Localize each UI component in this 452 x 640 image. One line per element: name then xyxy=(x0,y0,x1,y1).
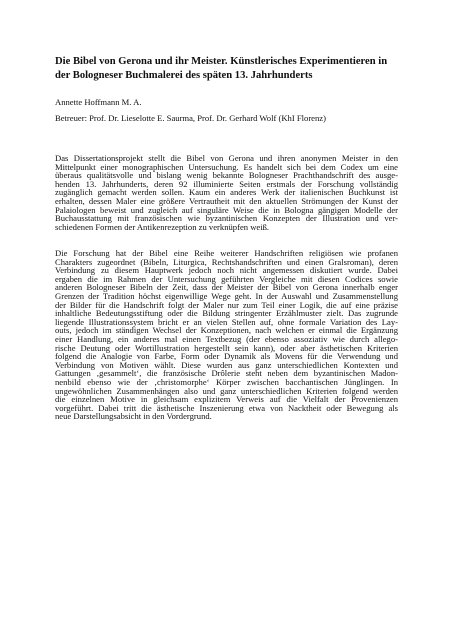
paragraph-line: rische Deutung oder Wortillustration hergestellt sein kann), oder aber ästhetischen Kriterien xyxy=(55,342,398,353)
paragraph-line: ergaben die im Rahmen der Untersuchung geführten Vergleiche mit diesen Codices sowie xyxy=(55,273,398,284)
paragraph-line: die einzelnen Motive in gleichsam explizitem Verweis auf die Vielfalt der Provenienzen xyxy=(55,394,398,405)
paragraph-line: der Bilder für die Handschrift folgt der Maler nur zum Teil einer Logik, die auf eine präzise xyxy=(55,299,398,310)
paragraph-line: erhalten, dessen Maler eine größere Vertrautheit mit den aktuellen Strömungen der Kunst der xyxy=(55,195,398,206)
paragraph-line: ungewöhnlichen Zusammenhängen also und ganz unterschiedlichen Kriterien folgend werden xyxy=(55,385,398,396)
paragraph-line: inhaltliche Bedeutungsstiftung oder die Bildung stringenter Erzählmuster zielt. Das zugrunde xyxy=(55,308,398,319)
paragraph-line: outs, jedoch im ständigen Wechsel der Konzeptionen, nach welchen er einmal die Ergänzung xyxy=(55,325,398,336)
paragraph-line: überaus qualitätsvolle und bislang wenig bekannte Bologneser Prachthandschrift des ausge- xyxy=(55,170,398,181)
paragraph-line: schiedenen Formen der Antikenrezeption zu verknüpfen weiß. xyxy=(55,221,270,232)
paragraph-line: nenbild ebenso wie der ‚christomorphe‘ Körper zwischen bacchantischen Jünglingen. In xyxy=(55,376,398,387)
paragraph-research xyxy=(55,246,398,425)
paragraph-line: einer Handlung, ein anderes mal einen Textbezug (der ebenso assoziativ wie durch allego- xyxy=(55,333,398,344)
paragraph-line: folgend die Analogie von Farbe, Form oder Dynamik als Movens für die Verwendung und xyxy=(55,351,398,362)
title-line: Die Bibel von Gerona und ihr Meister. Künstlerisches Experimentieren in xyxy=(55,56,388,67)
paragraph-line: neue Darstellungsabsicht in den Vordergrund. xyxy=(55,411,212,422)
paragraph-line: liegende Illustrationssystem bricht er an vielen Stellen auf, ohne formale Variation des Lay- xyxy=(55,316,398,327)
paragraph-line: Buchausstattung mit französischen wie byzantinischen Konzepten der Illustration und ver- xyxy=(55,213,398,224)
paragraph-line: anderen Bologneser Bibeln der Zeit, dass der Meister der Bibel von Gerona innerhalb enger xyxy=(55,282,398,293)
document-title xyxy=(55,55,405,82)
paragraph-line: Charakters zugeordnet (Bibeln, Liturgica, Rechtshandschriften und einen Gralsroman), deren xyxy=(55,256,398,267)
paragraph-line: Verbindung zu diesem Hauptwerk jedoch noch nicht angemessen diskutiert wurde. Dabei xyxy=(55,265,398,276)
title-line: der Bologneser Buchmalerei des späten 13. Jahrhunderts xyxy=(55,69,313,81)
paragraph-line: Gattungen ‚gesammelt‘, die französische Drôlerie steht neben dem byzantinischen Madon- xyxy=(55,368,398,379)
paragraph-line: Mittelpunkt einer monographischen Untersuchung. Es handelt sich bei dem Codex um eine xyxy=(55,161,398,172)
paragraph-line: vorgeführt. Dabei tritt die ästhetische Inszenierung etwa von Nacktheit oder Bewegung als xyxy=(55,402,398,413)
paragraph-line: Verbindung von Motiven wählt. Diese wurden aus ganz unterschiedlichen Kontexten und xyxy=(55,359,398,370)
paragraph-line: Die Forschung hat der Bibel eine Reihe weiterer Handschriften religiösen wie profanen xyxy=(55,248,398,258)
paragraph-line: zugänglich gemacht werden sollen. Kaum ein anderes Werk der italienischen Buchkunst ist xyxy=(55,187,398,198)
paragraph-line: Palaiologen beweist und zugleich auf singuläre Weise die in Bologna gängigen Modelle der xyxy=(55,204,398,215)
supervisors-line: Betreuer: Prof. Dr. Lieselotte E. Saurma, Prof. Dr. Gerhard Wolf (KhI Florenz) xyxy=(55,113,326,123)
author-name: Annette Hoffmann M. A. xyxy=(55,97,142,107)
paragraph-line: Grenzen der Tradition höchst eigenwillige Wege geht. In der Auswahl und Zusammenstellung xyxy=(55,290,398,301)
paragraph-line: Das Dissertationsprojekt stellt die Bibel von Gerona und ihren anonymen Meister in den xyxy=(55,153,398,163)
paragraph-intro xyxy=(55,151,398,235)
paragraph-line: henden 13. Jahrhunderts, deren 92 illuminierte Seiten erstmals der Forschung vollständig xyxy=(55,178,398,189)
